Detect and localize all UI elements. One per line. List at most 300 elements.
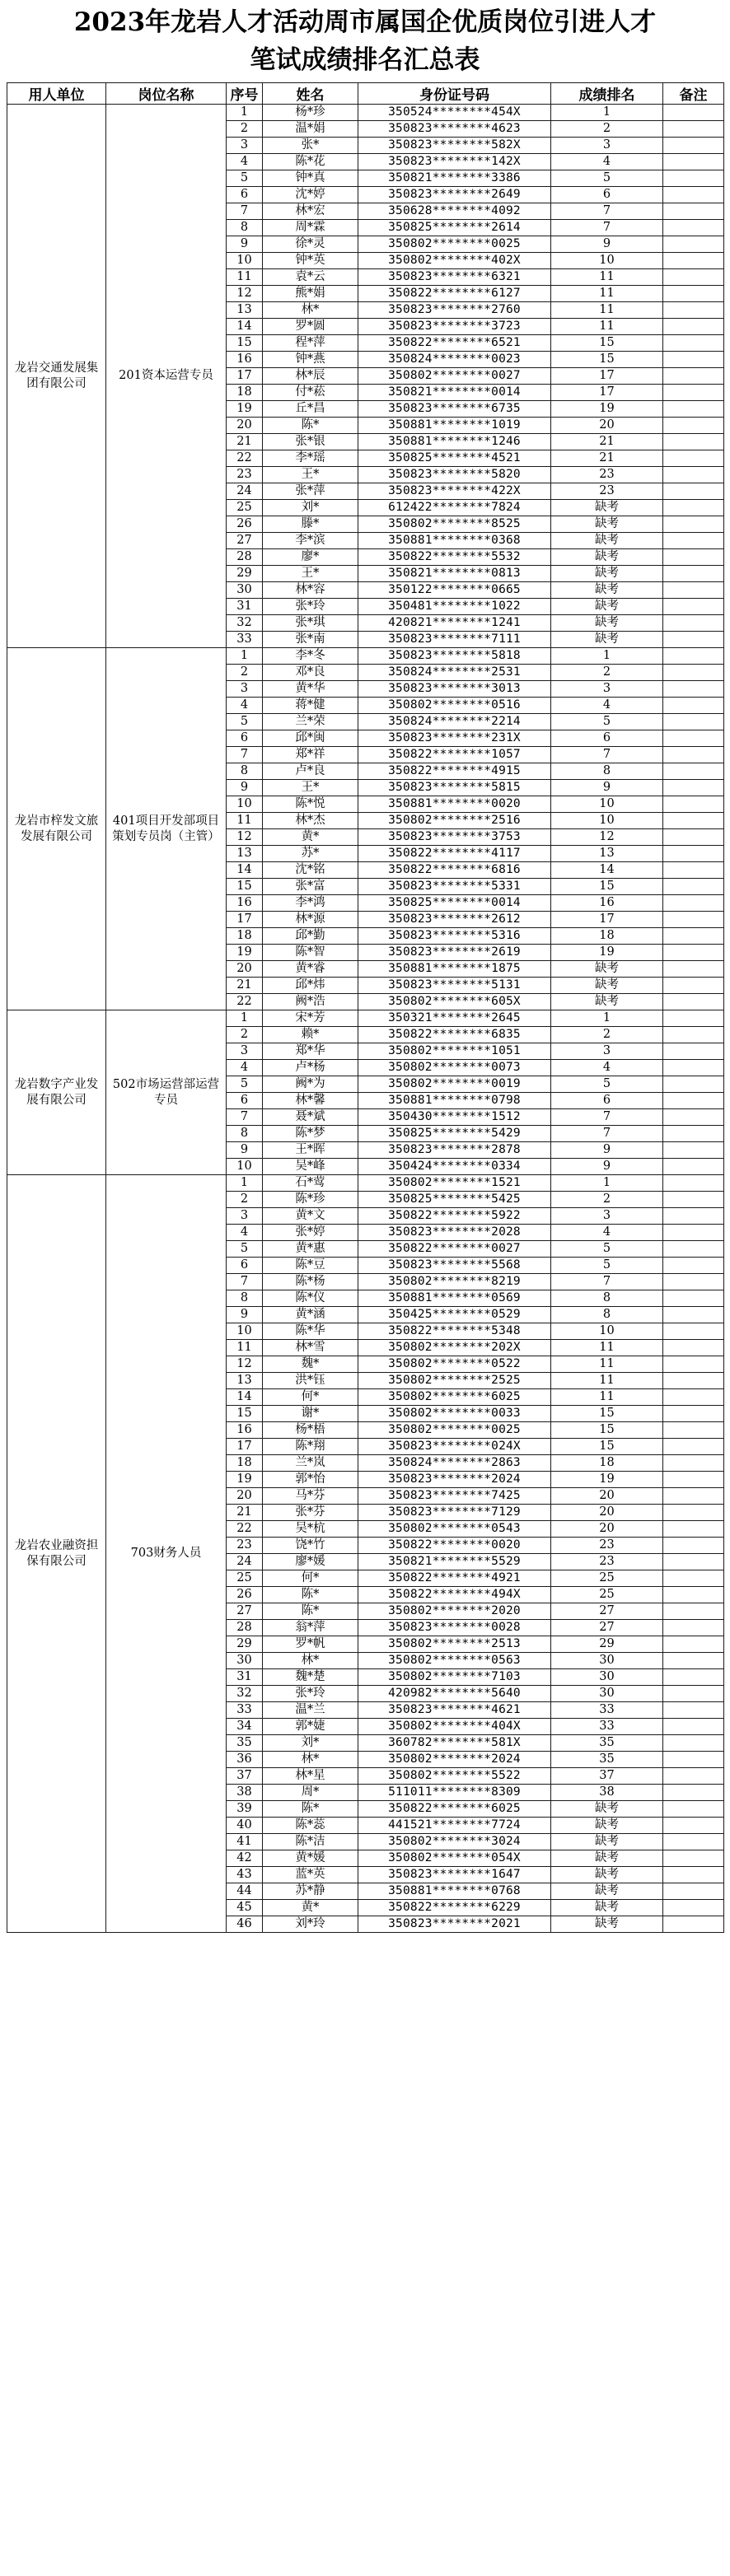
cell-id-number: 350881********0768 [358,1883,551,1900]
cell-id-number: 350802********1051 [358,1043,551,1060]
cell-rank: 20 [551,1488,663,1505]
header-row [7,83,724,105]
cell-rank: 5 [551,714,663,730]
cell-id-number: 350822********6521 [358,335,551,352]
cell-rank: 11 [551,286,663,302]
cell-remark [663,105,724,121]
cell-remark [663,994,724,1010]
cell-id-number: 350823********422X [358,483,551,500]
cell-rank: 14 [551,862,663,879]
cell-name: 陈* [263,1587,358,1603]
cell-id-number: 350430********1512 [358,1109,551,1126]
cell-remark [663,220,724,236]
cell-remark [663,730,724,747]
title-line-2: 笔试成绩排名汇总表 [250,45,480,75]
cell-rank: 35 [551,1752,663,1768]
cell-remark [663,467,724,483]
cell-index: 4 [227,698,263,714]
cell-index: 12 [227,1356,263,1373]
score-table [7,82,724,1933]
cell-rank: 23 [551,467,663,483]
cell-name: 宋*芳 [263,1010,358,1027]
cell-id-number: 441521********7724 [358,1818,551,1834]
cell-rank: 11 [551,1340,663,1356]
cell-id-number: 350823********0028 [358,1620,551,1636]
cell-name: 邱*勤 [263,928,358,945]
cell-rank: 缺考 [551,500,663,516]
cell-remark [663,154,724,170]
cell-name: 刘* [263,1735,358,1752]
cell-name: 张*玲 [263,599,358,615]
cell-id-number: 350881********0569 [358,1290,551,1307]
cell-id-number: 350802********0027 [358,368,551,385]
cell-name: 张*玲 [263,1686,358,1702]
cell-name: 张*萍 [263,483,358,500]
cell-name: 魏*楚 [263,1669,358,1686]
cell-remark [663,862,724,879]
cell-rank: 7 [551,747,663,763]
cell-name: 黄* [263,1900,358,1916]
cell-index: 6 [227,730,263,747]
cell-rank: 19 [551,945,663,961]
cell-rank: 11 [551,302,663,319]
cell-index: 8 [227,763,263,780]
cell-name: 陈*智 [263,945,358,961]
cell-id-number: 350822********4117 [358,846,551,862]
cell-index: 19 [227,401,263,418]
cell-name: 张*琪 [263,615,358,632]
cell-remark [663,1208,724,1225]
cell-rank: 10 [551,813,663,829]
cell-id-number: 350424********0334 [358,1159,551,1175]
cell-id-number: 350822********6025 [358,1801,551,1818]
cell-id-number: 350823********2649 [358,187,551,203]
cell-rank: 38 [551,1785,663,1801]
cell-id-number: 350802********0019 [358,1076,551,1093]
cell-name: 林* [263,1653,358,1669]
cell-name: 李*滨 [263,533,358,549]
cell-rank: 33 [551,1702,663,1719]
cell-position: 703财务人员 [106,1175,227,1933]
cell-name: 陈*华 [263,1323,358,1340]
cell-remark [663,780,724,796]
cell-name: 陈*豆 [263,1258,358,1274]
cell-id-number: 350802********404X [358,1719,551,1735]
cell-name: 郑*祥 [263,747,358,763]
cell-id-number: 350822********6835 [358,1027,551,1043]
cell-id-number: 350823********2024 [358,1472,551,1488]
cell-index: 18 [227,385,263,401]
cell-id-number: 350802********202X [358,1340,551,1356]
cell-rank: 缺考 [551,1818,663,1834]
cell-name: 王*晖 [263,1142,358,1159]
cell-name: 何* [263,1570,358,1587]
cell-rank: 2 [551,1027,663,1043]
cell-name: 王* [263,566,358,582]
cell-remark [663,516,724,533]
cell-remark [663,1587,724,1603]
cell-rank: 1 [551,1175,663,1192]
cell-name: 林* [263,1752,358,1768]
cell-remark [663,1027,724,1043]
cell-id-number: 350802********0543 [358,1521,551,1538]
cell-id-number: 350802********0033 [358,1406,551,1422]
cell-remark [663,1686,724,1702]
cell-remark [663,1554,724,1570]
cell-rank: 15 [551,1439,663,1455]
cell-id-number: 350802********5522 [358,1768,551,1785]
cell-index: 22 [227,450,263,467]
cell-remark [663,1076,724,1093]
cell-rank: 缺考 [551,549,663,566]
cell-index: 10 [227,796,263,813]
cell-id-number: 350823********1647 [358,1867,551,1883]
cell-name: 黄*睿 [263,961,358,978]
cell-index: 8 [227,1126,263,1142]
cell-id-number: 350822********6229 [358,1900,551,1916]
cell-id-number: 350802********0025 [358,236,551,253]
cell-remark [663,1010,724,1027]
cell-id-number: 350823********2021 [358,1916,551,1933]
cell-rank: 缺考 [551,1900,663,1916]
cell-id-number: 350321********2645 [358,1010,551,1027]
cell-name: 蓝*英 [263,1867,358,1883]
cell-id-number: 350823********2619 [358,945,551,961]
cell-rank: 1 [551,105,663,121]
cell-name: 刘*玲 [263,1916,358,1933]
cell-id-number: 350821********0813 [358,566,551,582]
cell-remark [663,1093,724,1109]
cell-id-number: 350823********7111 [358,632,551,648]
cell-remark [663,1883,724,1900]
cell-id-number: 350802********0563 [358,1653,551,1669]
cell-index: 14 [227,862,263,879]
cell-rank: 6 [551,730,663,747]
cell-remark [663,385,724,401]
cell-remark [663,1620,724,1636]
cell-remark [663,912,724,928]
cell-remark [663,1142,724,1159]
cell-remark [663,846,724,862]
cell-name: 张*银 [263,434,358,450]
cell-name: 陈*翔 [263,1439,358,1455]
cell-remark [663,1702,724,1719]
cell-rank: 10 [551,1323,663,1340]
table-row [7,1175,724,1192]
cell-remark [663,335,724,352]
cell-index: 21 [227,1505,263,1521]
cell-remark [663,615,724,632]
cell-rank: 缺考 [551,1850,663,1867]
cell-name: 廖* [263,549,358,566]
cell-name: 兰*荣 [263,714,358,730]
cell-index: 1 [227,1175,263,1192]
cell-id-number: 350823********3013 [358,681,551,698]
cell-remark [663,1258,724,1274]
cell-id-number: 350802********0073 [358,1060,551,1076]
cell-index: 18 [227,1455,263,1472]
cell-name: 林*辰 [263,368,358,385]
cell-rank: 11 [551,1356,663,1373]
cell-remark [663,813,724,829]
cell-remark [663,1768,724,1785]
cell-id-number: 350881********1019 [358,418,551,434]
cell-id-number: 350822********4915 [358,763,551,780]
cell-name: 徐*灵 [263,236,358,253]
cell-rank: 7 [551,203,663,220]
cell-index: 29 [227,566,263,582]
cell-rank: 17 [551,912,663,928]
table-row [7,648,724,665]
cell-remark [663,533,724,549]
cell-name: 何* [263,1389,358,1406]
cell-rank: 4 [551,154,663,170]
cell-remark [663,879,724,895]
cell-rank: 4 [551,1060,663,1076]
cell-name: 沈*婷 [263,187,358,203]
cell-remark [663,302,724,319]
cell-index: 21 [227,434,263,450]
cell-id-number: 350822********1057 [358,747,551,763]
cell-rank: 7 [551,1109,663,1126]
cell-index: 1 [227,1010,263,1027]
cell-name: 翁*萍 [263,1620,358,1636]
cell-id-number: 350802********402X [358,253,551,269]
cell-index: 6 [227,187,263,203]
cell-name: 陈*杨 [263,1274,358,1290]
cell-remark [663,1653,724,1669]
cell-name: 沈*铭 [263,862,358,879]
cell-rank: 30 [551,1653,663,1669]
cell-remark [663,1850,724,1867]
cell-index: 17 [227,912,263,928]
cell-name: 郑*华 [263,1043,358,1060]
cell-rank: 2 [551,1192,663,1208]
cell-index: 4 [227,1225,263,1241]
cell-rank: 19 [551,401,663,418]
cell-id-number: 350122********0665 [358,582,551,599]
cell-name: 陈*花 [263,154,358,170]
cell-remark [663,1356,724,1373]
cell-rank: 6 [551,187,663,203]
cell-name: 邱*炜 [263,978,358,994]
cell-rank: 8 [551,1290,663,1307]
cell-id-number: 350822********0020 [358,1538,551,1554]
cell-index: 1 [227,105,263,121]
cell-index: 28 [227,1620,263,1636]
cell-name: 程*萍 [263,335,358,352]
cell-index: 31 [227,1669,263,1686]
cell-remark [663,1472,724,1488]
cell-index: 38 [227,1785,263,1801]
cell-id-number: 350881********0368 [358,533,551,549]
cell-id-number: 350823********6735 [358,401,551,418]
cell-rank: 7 [551,220,663,236]
cell-name: 林*雪 [263,1340,358,1356]
cell-remark [663,1867,724,1883]
cell-name: 张*芬 [263,1505,358,1521]
cell-rank: 5 [551,1076,663,1093]
cell-remark [663,253,724,269]
cell-remark [663,236,724,253]
cell-remark [663,1570,724,1587]
cell-name: 林*杰 [263,813,358,829]
cell-remark [663,368,724,385]
cell-remark [663,582,724,599]
cell-remark [663,1175,724,1192]
cell-id-number: 350802********0516 [358,698,551,714]
cell-name: 滕* [263,516,358,533]
cell-remark [663,1192,724,1208]
cell-name: 郭*婕 [263,1719,358,1735]
cell-rank: 5 [551,1241,663,1258]
cell-rank: 缺考 [551,599,663,615]
cell-name: 陈* [263,1801,358,1818]
cell-name: 付*菘 [263,385,358,401]
cell-remark [663,599,724,615]
cell-remark [663,401,724,418]
cell-rank: 25 [551,1570,663,1587]
cell-index: 20 [227,961,263,978]
cell-rank: 3 [551,681,663,698]
cell-remark [663,1159,724,1175]
cell-index: 31 [227,599,263,615]
cell-remark [663,714,724,730]
cell-id-number: 350823********2760 [358,302,551,319]
cell-id-number: 350824********2214 [358,714,551,730]
cell-remark [663,1043,724,1060]
cell-index: 35 [227,1735,263,1752]
cell-remark [663,1422,724,1439]
cell-id-number: 350823********2878 [358,1142,551,1159]
cell-id-number: 350628********4092 [358,203,551,220]
cell-unit: 龙岩交通发展集团有限公司 [7,105,106,648]
cell-remark [663,170,724,187]
cell-index: 13 [227,846,263,862]
cell-remark [663,1735,724,1752]
cell-rank: 15 [551,1406,663,1422]
cell-remark [663,1225,724,1241]
cell-remark [663,1505,724,1521]
cell-id-number: 350802********2020 [358,1603,551,1620]
cell-remark [663,945,724,961]
cell-name: 罗*圆 [263,319,358,335]
cell-rank: 11 [551,1389,663,1406]
cell-name: 张*富 [263,879,358,895]
cell-rank: 30 [551,1669,663,1686]
cell-rank: 15 [551,335,663,352]
cell-name: 袁*云 [263,269,358,286]
cell-remark [663,1834,724,1850]
cell-index: 17 [227,368,263,385]
cell-index: 24 [227,483,263,500]
cell-index: 5 [227,1076,263,1093]
cell-name: 黄* [263,829,358,846]
cell-name: 苏*静 [263,1883,358,1900]
cell-rank: 缺考 [551,582,663,599]
cell-id-number: 350825********2614 [358,220,551,236]
cell-index: 18 [227,928,263,945]
cell-remark [663,1801,724,1818]
cell-id-number: 350802********7103 [358,1669,551,1686]
cell-name: 周* [263,1785,358,1801]
cell-index: 33 [227,632,263,648]
cell-index: 11 [227,813,263,829]
cell-index: 16 [227,895,263,912]
cell-index: 21 [227,978,263,994]
cell-remark [663,1521,724,1538]
cell-rank: 12 [551,829,663,846]
cell-id-number: 350823********231X [358,730,551,747]
cell-remark [663,665,724,681]
cell-index: 3 [227,1043,263,1060]
cell-name: 魏* [263,1356,358,1373]
cell-rank: 27 [551,1620,663,1636]
cell-rank: 23 [551,483,663,500]
cell-id-number: 350802********1521 [358,1175,551,1192]
cell-id-number: 350823********5820 [358,467,551,483]
cell-index: 32 [227,1686,263,1702]
cell-id-number: 350823********2612 [358,912,551,928]
cell-rank: 缺考 [551,978,663,994]
cell-id-number: 350823********2028 [358,1225,551,1241]
cell-index: 37 [227,1768,263,1785]
cell-id-number: 350823********5818 [358,648,551,665]
cell-index: 5 [227,714,263,730]
cell-id-number: 350823********7425 [358,1488,551,1505]
cell-index: 20 [227,418,263,434]
cell-index: 32 [227,615,263,632]
title-line-1: 2023年龙岩人才活动周市属国企优质岗位引进人才 [73,7,657,37]
cell-name: 钟*燕 [263,352,358,368]
cell-id-number: 350802********2024 [358,1752,551,1768]
cell-index: 45 [227,1900,263,1916]
header-position: 岗位名称 [106,83,227,105]
cell-index: 17 [227,1439,263,1455]
cell-name: 陈*蕊 [263,1818,358,1834]
cell-id-number: 350823********5568 [358,1258,551,1274]
cell-index: 39 [227,1801,263,1818]
cell-rank: 18 [551,1455,663,1472]
cell-remark [663,829,724,846]
header-name: 姓名 [263,83,358,105]
cell-index: 25 [227,500,263,516]
cell-id-number: 420982********5640 [358,1686,551,1702]
cell-name: 周*霖 [263,220,358,236]
cell-id-number: 350823********024X [358,1439,551,1455]
cell-name: 赖* [263,1027,358,1043]
cell-remark [663,1241,724,1258]
cell-remark [663,269,724,286]
cell-remark [663,1719,724,1735]
cell-position: 401项目开发部项目策划专员岗（主管） [106,648,227,1010]
cell-id-number: 350481********1022 [358,599,551,615]
cell-id-number: 350822********5348 [358,1323,551,1340]
cell-rank: 4 [551,1225,663,1241]
cell-name: 王* [263,467,358,483]
cell-remark [663,434,724,450]
cell-rank: 缺考 [551,1916,663,1933]
cell-name: 张*婷 [263,1225,358,1241]
cell-name: 温*兰 [263,1702,358,1719]
cell-id-number: 350823********4623 [358,121,551,138]
cell-rank: 7 [551,1274,663,1290]
table-row [7,105,724,121]
cell-index: 5 [227,1241,263,1258]
cell-id-number: 350822********5532 [358,549,551,566]
cell-remark [663,1636,724,1653]
cell-rank: 23 [551,1538,663,1554]
